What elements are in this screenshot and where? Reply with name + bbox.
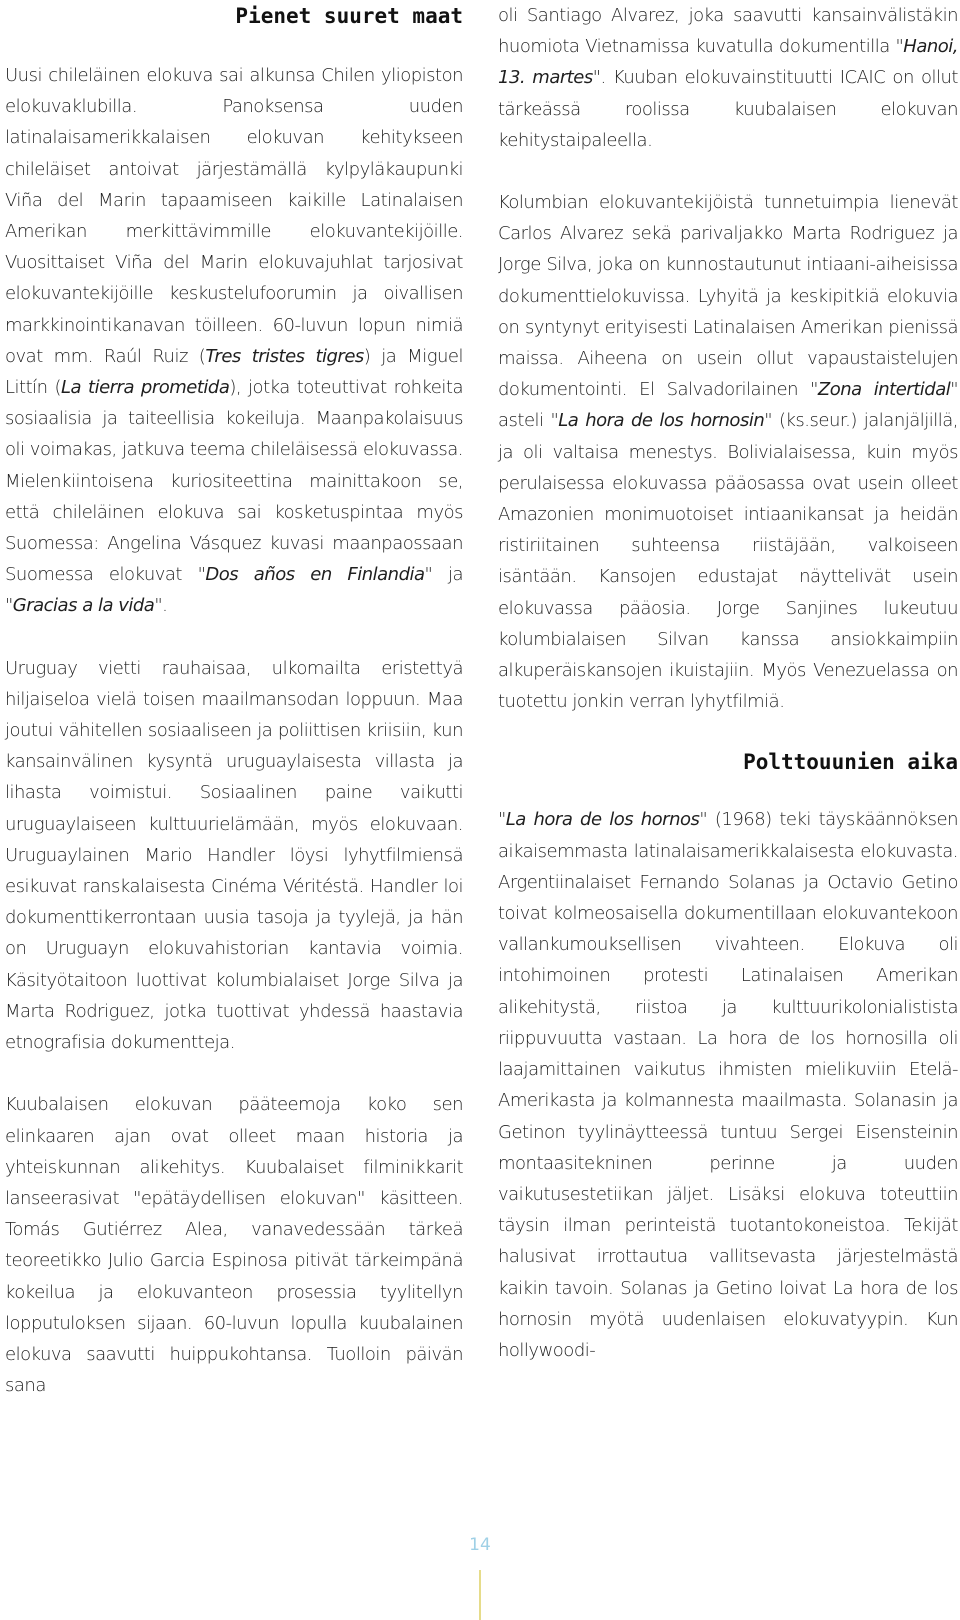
right-column: [498, 0, 958, 1397]
text-run: Kuubalaisen elokuvan pääteemoja koko sen elinkaaren ajan ovat olleet maan historia ja yhteiskunnan alikehitys. Kuubalaiset filminikkarit lanseerasivat "epätäydellisen elokuvan" käsitteen. Tomás Gutiérrez Alea, vanavedessään tärkeä teoreetikko Julio Garcia Espinosa pitivät tärkeimpänä kokeilua ja elokuvanteon prosessia tyylitellyn lopputuloksen sijaan. 60-luvun lopulla kuubalainen elokuva saavutti huippukohtansa. Tuolloin päivän sana: [5, 1094, 463, 1397]
footer-rule: [479, 1570, 481, 1620]
italic-title: Gracias a la vida: [12, 595, 155, 617]
text-run: " (1968) teki täyskäännöksen aikaisemmasta latinalaisamerikkalaisesta elokuvasta. Argentiinalaiset Fernando Solanas ja Octavio Getino toivat kolmeosaisella dokumentillaan elokuvantekoon vallankumouksellisen vivahteen. Elokuva oli intohimoinen protesti Latinalaisen Amerikan alikehitystä, riistoa ja kulttuurikolonialistista riippuvuutta vastaan. La hora de los hornosilla oli laajamittainen vaikutus ihmisten mielikuviin Etelä-Amerikasta ja kolmannesta maailmasta. Solanasin ja Getinon tyylinäytteessä tuntuu Sergei Eisensteinin montaasitekninen perinne ja uuden vaikutusestetiikan jäljet. Lisäksi elokuva toteuttiin täysin ilman perinteistä tuotantokoneistoa. Tekijät halusivat irrottautua vallitsevasta järjestelmästä kaikin tavoin. Solanas ja Getino loivat La hora de los hornosin myötä uudenlaisen elokuvatyypin. Kun hollywoodi-: [498, 809, 958, 1361]
text-run: ) ja Miguel Littín (: [5, 345, 463, 399]
paragraph: [5, 653, 463, 1059]
text-run: Uusi chileläinen elokuva sai alkunsa Chilen yliopiston elokuvaklubilla. Panoksensa uuden latinalaisamerikkalaisen elokuvan kehitykseen chileläiset antoivat järjestämällä kylpyläkaupunki Viña del Marin tapaamiseen kaikille Latinalaisen Amerikan merkittävimmille elokuvantekijöille. Vuosittaiset Viña del Marin elokuvajuhlat tarjosivat elokuvantekijöille keskustelufoorumin ja oivallisen markkinointikanavan töilleen. 60-luvun lopun nimiä ovat mm. Raúl Ruiz (: [5, 65, 463, 367]
section-heading-pienet-suuret-maat: Pienet suuret maat: [235, 4, 463, 28]
italic-title: Hanoi, 13. martes: [498, 36, 958, 89]
text-run: ": [498, 809, 506, 831]
text-run: ), jotka toteuttivat rohkeita sosiaalisia ja taiteellisia kokeiluja. Maanpakolaisuus oli voimakas, jatkuva teema chileläisessä elokuvassa. Mielenkiintoisena kuriositeettina mainittakoon se, että chileläinen elokuva sai kosketuspintaa myös Suomessa: Angelina Vásquez kuvasi maanpaossaan Suomessa elokuvat ": [5, 377, 463, 586]
italic-title: La tierra prometida: [61, 377, 230, 399]
italic-title: La hora de los hornos: [505, 809, 700, 831]
left-column: [5, 0, 463, 1432]
text-run: " asteli ": [498, 379, 958, 432]
text-run: " ja ": [5, 564, 463, 617]
paragraph: [498, 804, 958, 1366]
text-run: Uruguay vietti rauhaisaa, ulkomailta eristettyä hiljaiseloa vielä toisen maailmansodan loppuun. Maa joutui vähitellen sosiaaliseen ja poliittisen kriisiin, kun kansainvälinen kysyntä uruguaylaisesta villasta ja lihasta voimistui. Sosiaalinen paine vaikutti uruguaylaiseen kulttuurielämään, myös elokuvaan. Uruguaylainen Mario Handler löysi lyhytfilmiensä esikuvat ranskalaisesta Cinéma Véritéstä. Handler loi dokumenttikerrontaan uusia tasoja ja tyylejä, ja hän on Uruguayn elokuvahistorian kantavia voimia. Käsityötaitoon luottivat kolumbialaiset Jorge Silva ja Marta Rodriguez, jotka tuottivat yhdessä haastavia etnografisia dokumentteja.: [5, 657, 463, 1054]
italic-title: Dos años en Finlandia: [205, 564, 425, 586]
italic-title: Zona intertidal: [817, 379, 951, 401]
paragraph: [498, 0, 958, 156]
section-heading-polttouunien-aika: Polttouunien aika: [743, 750, 958, 775]
text-run: " (ks.seur.) jalanjäljillä, ja oli valtaisa menestys. Bolivialaisessa, kuin myös perulaisessa elokuvassa pääosassa ovat usein olleet Amazonien monimuotoiset intiaanikansat ja heidän ristiriitainen suhteensa riistäjään, valkoiseen isäntään. Kansojen edustajat näyttelivät usein elokuvassa pääosia. Jorge Sanjines lukeutuu kolumbialaisen Silvan kanssa ansiokkaimpiin alkuperäiskansojen ikuistajiin. Myös Venezuelassa on tuotettu jonkin verran lyhytfilmiä.: [498, 410, 959, 713]
text-run: oli Santiago Alvarez, joka saavutti kansainvälistäkin huomiota Vietnamissa kuvatulla dokumentilla ": [498, 5, 958, 58]
left-paragraphs: [5, 60, 463, 1401]
text-run: ".: [154, 595, 168, 617]
italic-title: Tres tristes tigres: [205, 345, 364, 367]
italic-title: La hora de los hornosin: [558, 410, 765, 432]
paragraph: [5, 1089, 463, 1401]
text-run: Kolumbian elokuvantekijöistä tunnetuimpia lienevät Carlos Alvarez sekä parivaljakko Marta Rodriguez ja Jorge Silva, joka on kunnostautunut intiaani-aiheisissa dokumenttielokuvissa. Lyhyitä ja keskipitkiä elokuvia on syntynyt erityisesti Latinalaisen Amerikan pienissä maissa. Aiheena on usein ollut vapaustaistelujen dokumentointi. El Salvadorilainen ": [498, 192, 958, 401]
paragraph: [498, 187, 958, 717]
right-paragraphs-before: [498, 0, 958, 717]
paragraph: [5, 60, 463, 622]
right-paragraphs-after: [498, 804, 958, 1366]
page-number: 14: [469, 1535, 491, 1555]
text-run: ". Kuuban elokuvainstituutti ICAIC on ollut tärkeässä roolissa kuubalaisen elokuvan kehitystaipaleella.: [498, 67, 958, 151]
